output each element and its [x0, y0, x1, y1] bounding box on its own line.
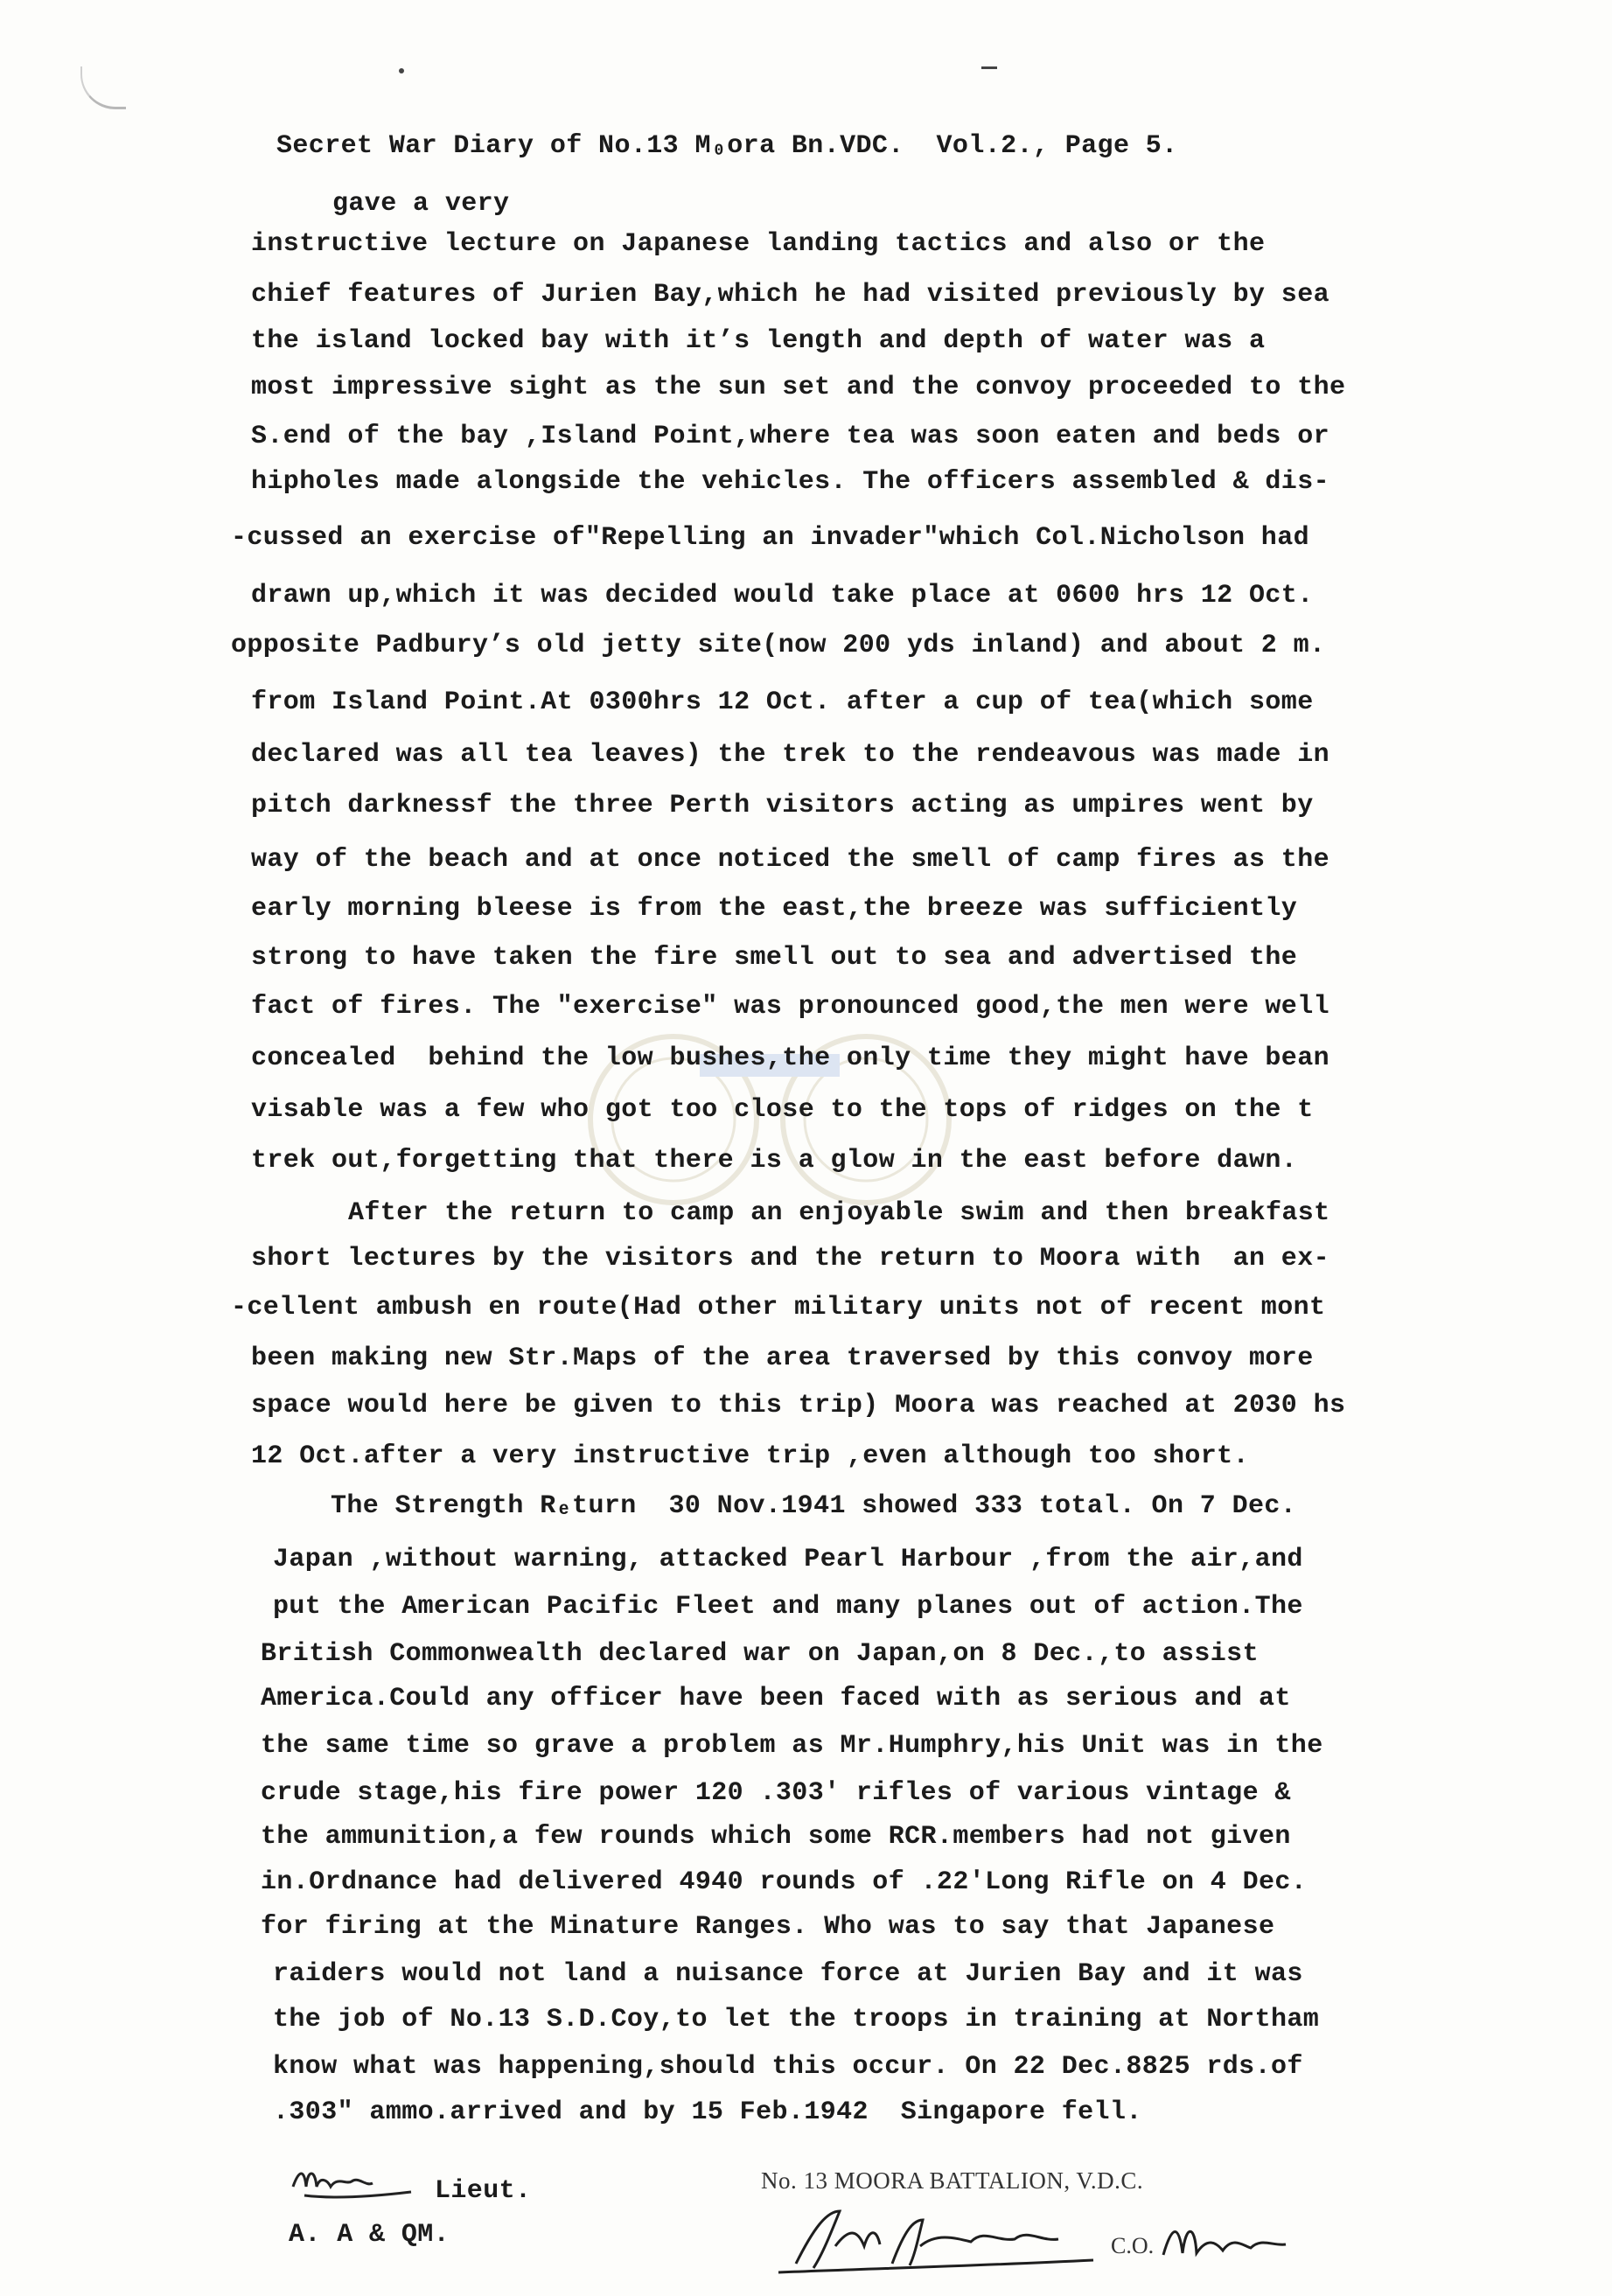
diary-line: most impressive sight as the sun set and the convoy proceeded to the	[251, 373, 1346, 402]
diary-line: the job of No.13 S.D.Coy,to let the troops in training at Northam	[273, 2005, 1320, 2034]
diary-line: short lectures by the visitors and the return to Moora with an ex-	[251, 1244, 1329, 1274]
diary-line: British Commonwealth declared war on Japan,on 8 Dec.,to assist	[261, 1639, 1259, 1669]
diary-line: America.Could any officer have been faced with as serious and at	[261, 1684, 1291, 1713]
diary-line: know what was happening,should this occur. On 22 Dec.8825 rds.of	[273, 2052, 1303, 2082]
battalion-stamp: No. 13 MOORA BATTALION, V.D.C.	[761, 2167, 1144, 2194]
page-curl-mark	[80, 66, 126, 109]
diary-line: -cellent ambush en route(Had other military units not of recent mont	[231, 1293, 1326, 1322]
diary-line: drawn up,which it was decided would take place at 0600 hrs 12 Oct.	[251, 581, 1314, 611]
dash-mark	[981, 66, 997, 69]
commanding-officer-signature	[761, 2194, 1303, 2281]
diary-line: raiders would not land a nuisance force at Jurien Bay and it was	[273, 1959, 1303, 1989]
diary-line: way of the beach and at once noticed the smell of camp fires as the	[251, 845, 1329, 875]
diary-line: hipholes made alongside the vehicles. The officers assembled & dis-	[251, 467, 1329, 497]
diary-line: -cussed an exercise of"Repelling an invader"which Col.Nicholson had	[231, 523, 1309, 553]
speck-mark	[399, 68, 404, 73]
diary-line: strong to have taken the fire smell out to sea and advertised the	[251, 943, 1298, 973]
diary-line: for firing at the Minature Ranges. Who was to say that Japanese	[261, 1912, 1275, 1942]
diary-line: crude stage,his fire power 120 .303′ rifles of various vintage &	[261, 1778, 1291, 1808]
diary-line: Japan ,without warning, attacked Pearl Harbour ,from the air,and	[273, 1545, 1303, 1574]
diary-line: chief features of Jurien Bay,which he had visited previously by sea	[251, 280, 1329, 310]
diary-line: The Strength Rₑturn 30 Nov.1941 showed 333 total. On 7 Dec.	[331, 1491, 1297, 1521]
diary-line: in.Ordnance had delivered 4940 rounds of .22′Long Rifle on 4 Dec.	[261, 1867, 1308, 1897]
diary-line: space would here be given to this trip) Moora was reached at 2030 hs	[251, 1391, 1346, 1420]
diary-line: the island locked bay with it’s length and depth of water was a	[251, 326, 1266, 356]
diary-line: instructive lecture on Japanese landing tactics and also or the	[251, 229, 1266, 259]
signoff-rank: Lieut.	[435, 2176, 532, 2206]
diary-line: the same time so grave a problem as Mr.Humphry,his Unit was in the	[261, 1731, 1323, 1761]
signoff-role: A. A & QM.	[289, 2220, 450, 2250]
diary-line: from Island Point.At 0300hrs 12 Oct. after a cup of tea(which some	[251, 687, 1314, 717]
svg-text:C.O.: C.O.	[1111, 2233, 1155, 2258]
diary-line: After the return to camp an enjoyable swim and then breakfast	[348, 1198, 1330, 1228]
diary-line: pitch darknessf the three Perth visitors acting as umpires went by	[251, 791, 1314, 820]
lieutenant-signature	[289, 2160, 420, 2213]
diary-line: concealed behind the low bushes,the only time they might have bean	[251, 1043, 1329, 1073]
diary-line: put the American Pacific Fleet and many planes out of action.The	[273, 1592, 1303, 1622]
diary-line: .303" ammo.arrived and by 15 Feb.1942 Singapore fell.	[273, 2097, 1142, 2127]
diary-line: 12 Oct.after a very instructive trip ,even although too short.	[251, 1441, 1249, 1471]
diary-line: opposite Padbury’s old jetty site(now 200 yds inland) and about 2 m.	[231, 631, 1326, 660]
diary-line: the ammunition,a few rounds which some RCR.members had not given	[261, 1822, 1291, 1852]
diary-line: visable was a few who got too close to the tops of ridges on the t	[251, 1095, 1314, 1125]
diary-line: early morning bleese is from the east,the breeze was sufficiently	[251, 894, 1298, 924]
page-header: Secret War Diary of No.13 M₀ora Bn.VDC. Vol.2., Page 5.	[276, 131, 1178, 161]
diary-line: fact of fires. The "exercise" was pronounced good,the men were well	[251, 992, 1329, 1022]
diary-line: declared was all tea leaves) the trek to the rendeavous was made in	[251, 740, 1329, 770]
diary-line: S.end of the bay ,Island Point,where tea was soon eaten and beds or	[251, 422, 1329, 451]
diary-line: trek out,forgetting that there is a glow in the east before dawn.	[251, 1146, 1298, 1176]
diary-line: been making new Str.Maps of the area traversed by this convoy more	[251, 1343, 1314, 1373]
diary-line: gave a very	[332, 189, 510, 219]
